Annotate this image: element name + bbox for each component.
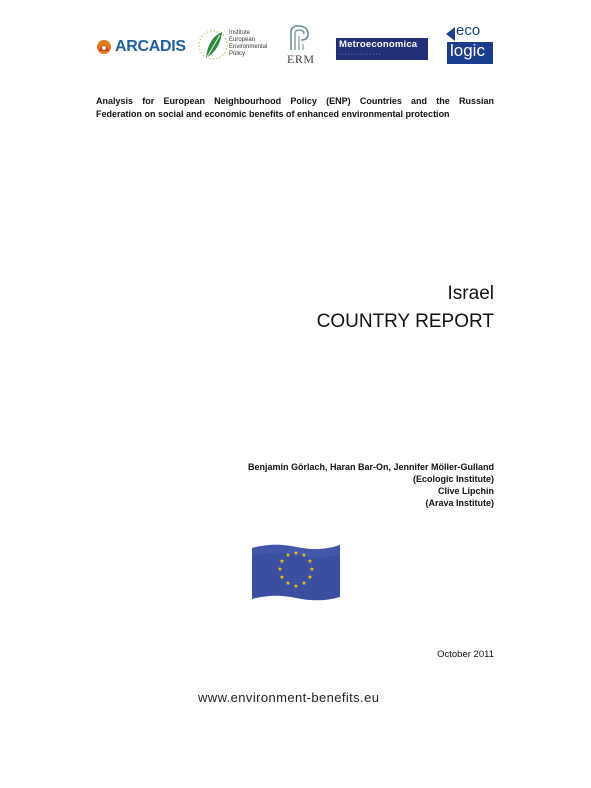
svg-text:★: ★ [279, 575, 285, 581]
svg-text:★: ★ [293, 551, 299, 557]
svg-text:★: ★ [307, 559, 313, 565]
ieep-logo [198, 26, 278, 66]
publication-date: October 2011 [437, 649, 494, 660]
ieep-name: Institute European Environmental Policy [229, 30, 268, 57]
svg-text:★: ★ [293, 584, 299, 590]
authors-block [248, 461, 494, 509]
arcadis-wordmark: ARCADIS [115, 38, 186, 55]
report-type: COUNTRY REPORT [316, 311, 494, 332]
author-names-2: Clive Lipchin [437, 486, 494, 496]
erm-logo [286, 24, 320, 66]
erm-wave-icon [288, 24, 316, 52]
author-affiliation-1: (Ecologic Institute) [413, 474, 494, 484]
subtitle-line-2: Federation on social and economic benefits of enhanced environmental protection [96, 109, 450, 119]
erm-wordmark: ERM [287, 52, 315, 66]
svg-text:★: ★ [277, 567, 283, 573]
ecologic-logic: logic [450, 41, 485, 60]
metroeconomica-wordmark: Metroeconomica [339, 39, 418, 50]
report-subtitle [96, 95, 494, 121]
subtitle-line-1: Analysis for European Neighbourhood Policy (ENP) Countries and the Russian [96, 96, 494, 106]
svg-text:★: ★ [285, 553, 291, 559]
svg-text:★: ★ [279, 559, 285, 565]
author-affiliation-2: (Arava Institute) [425, 498, 494, 508]
eu-flag-icon [250, 542, 342, 602]
partner-logos [94, 24, 500, 68]
author-names-1: Benjamin Görlach, Haran Bar-On, Jennifer Möller-Gulland [247, 462, 494, 472]
country-name: Israel [447, 283, 494, 304]
ecologic-logo [446, 24, 496, 66]
ecologic-wedge-icon [446, 27, 455, 41]
svg-text:★: ★ [301, 581, 307, 587]
svg-text:★: ★ [307, 575, 313, 581]
svg-text:★: ★ [285, 581, 291, 587]
arcadis-emblem-icon [96, 39, 112, 55]
leaf-icon [198, 26, 228, 64]
metroeconomica-tagline: ▪▪▪▪▪▪▪▪▪▪▪▪▪▪ [339, 52, 382, 56]
arcadis-logo [96, 37, 186, 57]
metroeconomica-logo [336, 38, 428, 60]
website-url: www.environment-benefits.eu [198, 690, 380, 705]
ecologic-eco: eco [456, 22, 481, 39]
ecologic-logic-box [447, 42, 493, 64]
svg-text:★: ★ [301, 553, 307, 559]
svg-text:★: ★ [309, 567, 315, 573]
report-title [317, 280, 494, 336]
